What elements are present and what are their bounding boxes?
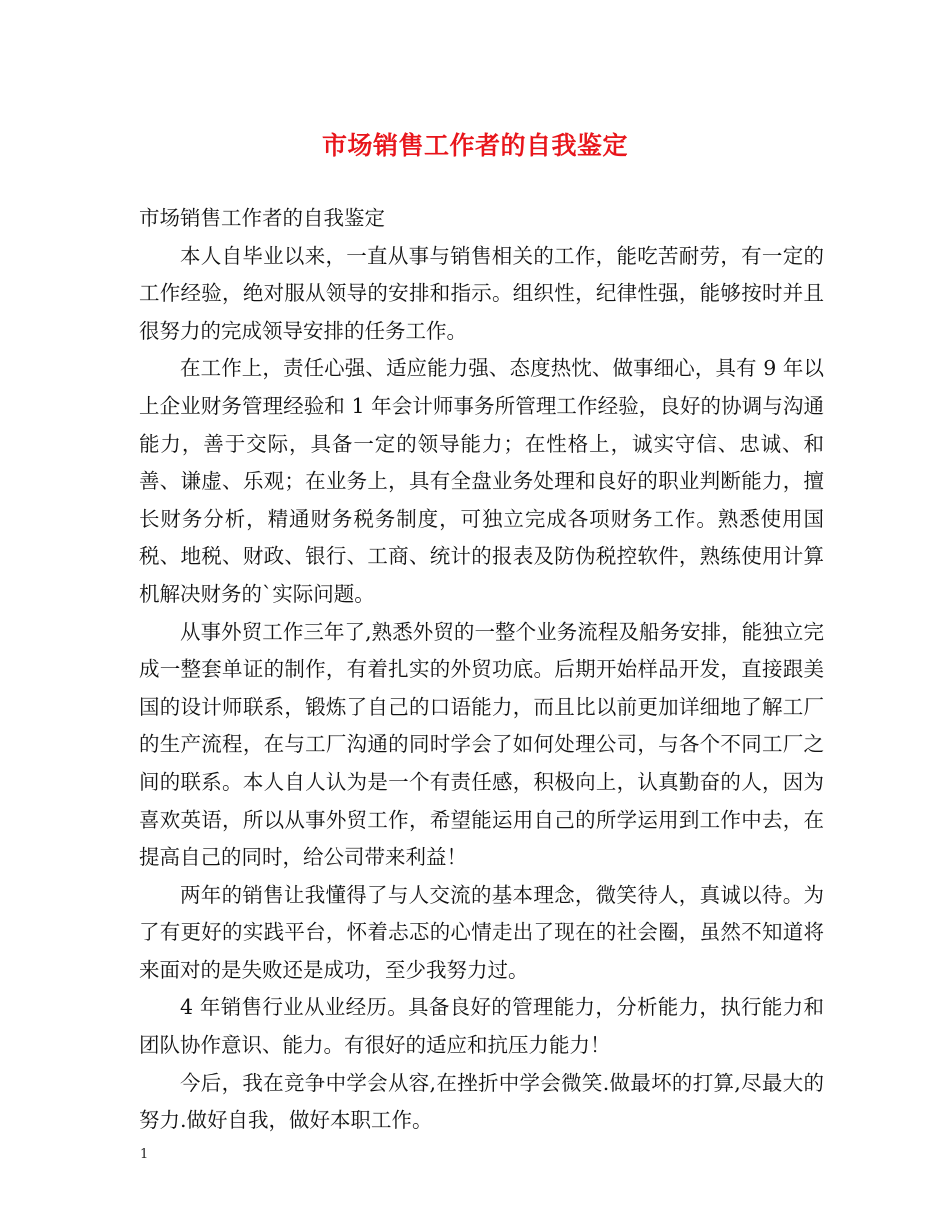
page-number: 1	[140, 1147, 149, 1162]
paragraph-5: 4 年销售行业从业经历。具备良好的管理能力，分析能力，执行能力和团队协作意识、能力。有很好的适应和抗压力能力！	[139, 995, 824, 1058]
paragraph-6: 今后，我在竞争中学会从容,在挫折中学会微笑.做最坏的打算,尽最大的努力.做好自我，做好本职工作。	[139, 1070, 824, 1133]
document-title: 市场销售工作者的自我鉴定	[321, 131, 628, 160]
document-subtitle: 市场销售工作者的自我鉴定	[139, 206, 385, 230]
paragraph-3: 从事外贸工作三年了,熟悉外贸的一整个业务流程及船务安排，能独立完成一整套单证的制作，有着扎实的外贸功底。后期开始样品开发，直接跟美国的设计师联系，锻炼了自己的口语能力，而且比以前更加详细地了解工厂的生产流程，在与工厂沟通的同时学会了如何处理公司，与各个不同工厂之间的联系。本人自人认为是一个有责任感，积极向上，认真勤奋的人，因为喜欢英语，所以从事外贸工作，希望能运用自己的所学运用到工作中去，在提高自己的同时，给公司带来利益！	[139, 619, 824, 870]
paragraph-2: 在工作上，责任心强、适应能力强、态度热忱、做事细心，具有 9 年以上企业财务管理经验和 1 年会计师事务所管理工作经验，良好的协调与沟通能力，善于交际，具备一定的领导能力；在性格上，诚实守信、忠诚、和善、谦虚、乐观；在业务上，具有全盘业务处理和良好的职业判断能力，擅长财务分析，精通财务税务制度，可独立完成各项财务工作。熟悉使用国税、地税、财政、银行、工商、统计的报表及防伪税控软件，熟练使用计算机解决财务的`实际问题。	[139, 356, 824, 606]
paragraph-4: 两年的销售让我懂得了与人交流的基本理念，微笑待人，真诚以待。为了有更好的实践平台，怀着忐忑的心情走出了现在的社会圈，虽然不知道将来面对的是失败还是成功，至少我努力过。	[139, 882, 824, 982]
document-body	[139, 200, 824, 1140]
paragraph-1: 本人自毕业以来，一直从事与销售相关的工作，能吃苦耐劳，有一定的工作经验，绝对服从领导的安排和指示。组织性，纪律性强，能够按时并且很努力的完成领导安排的任务工作。	[139, 243, 824, 343]
